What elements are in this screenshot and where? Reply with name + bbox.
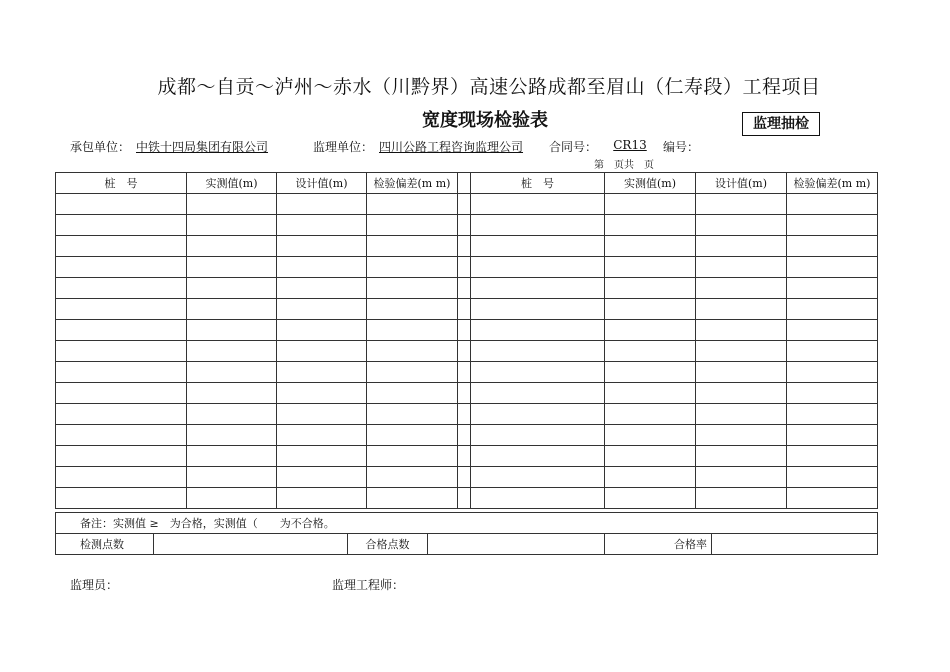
table-cell[interactable] [787,425,878,446]
table-cell[interactable] [605,383,696,404]
table-cell[interactable] [277,383,367,404]
table-cell[interactable] [187,362,277,383]
table-cell[interactable] [605,425,696,446]
table-cell[interactable] [56,467,187,488]
table-cell[interactable] [605,404,696,425]
header-deviation-right: 检验偏差(m m) [787,173,878,194]
table-cell[interactable] [696,257,787,278]
table-cell[interactable] [605,194,696,215]
table-cell[interactable] [187,299,277,320]
table-cell[interactable] [367,320,458,341]
column-gap [458,362,471,383]
header-design-right: 设计值(m) [696,173,787,194]
table-cell[interactable] [277,488,367,509]
table-cell[interactable] [187,404,277,425]
serial-label: 编号： [663,140,700,154]
table-cell[interactable] [56,320,187,341]
table-cell[interactable] [56,341,187,362]
table-cell[interactable] [696,383,787,404]
table-cell[interactable] [277,299,367,320]
column-gap [458,404,471,425]
table-cell[interactable] [277,446,367,467]
contractor-label: 承包单位： [70,140,131,154]
inspection-stamp: 监理抽检 [742,112,820,136]
table-cell[interactable] [605,236,696,257]
table-cell[interactable] [787,446,878,467]
table-cell[interactable] [471,341,605,362]
column-gap [458,488,471,509]
table-row [56,383,878,404]
table-cell[interactable] [56,257,187,278]
table-cell[interactable] [787,488,878,509]
table-cell[interactable] [471,362,605,383]
contractor-value: 中铁十四局集团有限公司 [136,140,269,154]
table-cell[interactable] [605,467,696,488]
table-cell[interactable] [277,278,367,299]
engineer-signature-label: 监理工程师： [332,578,405,592]
column-gap [458,425,471,446]
table-cell[interactable] [696,425,787,446]
table-cell[interactable] [471,425,605,446]
column-gap [458,257,471,278]
table-cell[interactable] [787,362,878,383]
table-cell[interactable] [471,236,605,257]
table-cell[interactable] [277,257,367,278]
table-cell[interactable] [696,404,787,425]
table-cell[interactable] [277,467,367,488]
supervisor-label: 监理单位： [313,140,374,154]
table-cell[interactable] [471,383,605,404]
table-cell[interactable] [187,341,277,362]
table-cell[interactable] [787,341,878,362]
points-label: 检测点数 [56,534,154,555]
pass-label: 合格点数 [348,534,428,555]
table-cell[interactable] [277,362,367,383]
table-row [56,215,878,236]
table-cell[interactable] [56,488,187,509]
header-measured-left: 实测值(m) [187,173,277,194]
table-cell[interactable] [277,425,367,446]
table-cell[interactable] [367,236,458,257]
table-cell[interactable] [56,299,187,320]
rate-label: 合格率 [605,534,712,555]
project-title: 成都～自贡～泸州～赤水（川黔界）高速公路成都至眉山（仁寿段）工程项目 [157,76,821,98]
table-cell[interactable] [187,194,277,215]
inspection-table [55,172,878,509]
footer-table [55,512,878,555]
column-gap [458,194,471,215]
header-stake-left: 桩 号 [56,173,187,194]
table-row [56,425,878,446]
table-cell[interactable] [56,404,187,425]
table-cell[interactable] [277,404,367,425]
table-row [56,278,878,299]
table-cell[interactable] [367,425,458,446]
column-gap [458,173,471,194]
table-row [56,320,878,341]
table-cell[interactable] [696,278,787,299]
table-cell[interactable] [277,215,367,236]
table-cell[interactable] [471,320,605,341]
points-value[interactable] [154,534,348,555]
table-cell[interactable] [187,446,277,467]
header-measured-right: 实测值(m) [605,173,696,194]
table-cell[interactable] [471,215,605,236]
table-cell[interactable] [56,425,187,446]
table-row [56,341,878,362]
remark-cell: 备注：实测值 ≥ 为合格，实测值（ 为不合格。 [56,513,878,534]
table-row [56,194,878,215]
column-gap [458,383,471,404]
table-row [56,257,878,278]
table-row [56,488,878,509]
table-cell[interactable] [56,362,187,383]
table-cell[interactable] [56,194,187,215]
table-cell[interactable] [471,194,605,215]
table-cell[interactable] [787,383,878,404]
contract-label: 合同号： [549,140,598,154]
column-gap [458,278,471,299]
table-cell[interactable] [187,215,277,236]
table-cell[interactable] [277,236,367,257]
table-cell[interactable] [471,488,605,509]
table-cell[interactable] [367,194,458,215]
table-cell[interactable] [277,320,367,341]
table-cell[interactable] [787,215,878,236]
table-cell[interactable] [277,194,367,215]
table-cell[interactable] [56,446,187,467]
table-cell[interactable] [471,467,605,488]
table-cell[interactable] [367,341,458,362]
table-cell[interactable] [471,278,605,299]
table-cell[interactable] [471,446,605,467]
form-title: 宽度现场检验表 [422,110,548,131]
table-cell[interactable] [367,404,458,425]
column-gap [458,215,471,236]
table-cell[interactable] [471,299,605,320]
table-cell[interactable] [605,278,696,299]
table-cell[interactable] [787,320,878,341]
table-cell[interactable] [471,404,605,425]
column-gap [458,341,471,362]
header-stake-right: 桩 号 [471,173,605,194]
rate-value[interactable] [712,534,878,555]
table-cell[interactable] [696,341,787,362]
table-cell[interactable] [787,278,878,299]
table-row [56,467,878,488]
table-cell[interactable] [787,257,878,278]
table-cell[interactable] [605,299,696,320]
table-row [56,446,878,467]
table-cell[interactable] [696,446,787,467]
table-cell[interactable] [605,320,696,341]
table-cell[interactable] [787,194,878,215]
table-cell[interactable] [605,257,696,278]
contract-value: CR13 [613,138,647,152]
table-cell[interactable] [605,362,696,383]
column-gap [458,299,471,320]
table-cell[interactable] [787,299,878,320]
table-cell[interactable] [367,215,458,236]
table-cell[interactable] [696,320,787,341]
supervisor-signature-label: 监理员： [70,578,119,592]
column-gap [458,446,471,467]
table-cell[interactable] [187,236,277,257]
table-cell[interactable] [696,488,787,509]
table-cell[interactable] [187,257,277,278]
table-cell[interactable] [367,257,458,278]
table-cell[interactable] [187,383,277,404]
table-cell[interactable] [367,362,458,383]
table-cell[interactable] [787,467,878,488]
table-cell[interactable] [696,299,787,320]
column-gap [458,320,471,341]
header-design-left: 设计值(m) [277,173,367,194]
table-cell[interactable] [787,404,878,425]
table-cell[interactable] [696,215,787,236]
table-header-row [56,173,878,194]
table-cell[interactable] [367,446,458,467]
table-cell[interactable] [187,278,277,299]
table-cell[interactable] [56,215,187,236]
table-cell[interactable] [56,236,187,257]
table-cell[interactable] [605,341,696,362]
table-row [56,404,878,425]
table-cell[interactable] [187,467,277,488]
column-gap [458,236,471,257]
table-cell[interactable] [367,467,458,488]
table-cell[interactable] [367,278,458,299]
table-cell[interactable] [367,488,458,509]
table-cell[interactable] [471,257,605,278]
table-row [56,236,878,257]
table-cell[interactable] [56,278,187,299]
column-gap [458,467,471,488]
table-cell[interactable] [696,236,787,257]
table-row [56,362,878,383]
table-cell[interactable] [187,488,277,509]
table-cell[interactable] [696,194,787,215]
table-cell[interactable] [605,446,696,467]
table-cell[interactable] [605,215,696,236]
header-deviation-left: 检验偏差(m m) [367,173,458,194]
table-cell[interactable] [56,383,187,404]
table-row [56,299,878,320]
table-cell[interactable] [367,383,458,404]
table-cell[interactable] [367,299,458,320]
table-cell[interactable] [277,341,367,362]
page-indicator: 第 页共 页 [594,160,654,171]
table-cell[interactable] [187,320,277,341]
pass-value[interactable] [428,534,605,555]
table-cell[interactable] [696,467,787,488]
table-cell[interactable] [696,362,787,383]
table-cell[interactable] [187,425,277,446]
supervisor-value: 四川公路工程咨询监理公司 [379,140,524,154]
table-cell[interactable] [787,236,878,257]
table-cell[interactable] [605,488,696,509]
